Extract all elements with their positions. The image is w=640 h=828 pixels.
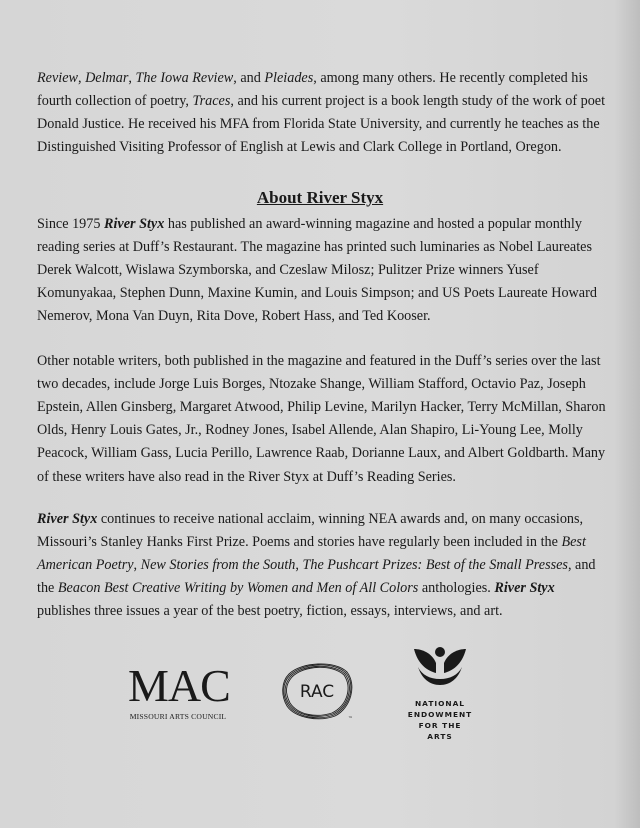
text-line <box>37 91 606 111</box>
text-line <box>37 237 592 257</box>
text-segment: Donald Justice. He received his MFA from Florida State University, and currently he teaches as the <box>37 116 600 133</box>
text-segment: , among many others. He recently completed his <box>313 70 588 86</box>
text-line <box>37 578 555 598</box>
nea-caption-3: FOR THE ARTS <box>418 721 462 741</box>
text-line <box>37 68 588 88</box>
text-segment: , and his current project is a book length study of the work of poet <box>230 93 606 110</box>
bold-italic-text: River Styx <box>494 580 555 597</box>
rac-logo <box>280 661 354 721</box>
italic-title: Delmar <box>85 70 129 86</box>
text-line <box>37 555 596 575</box>
text-segment: Nemerov, Mona Van Duyn, Rita Dove, Robert Hass, and Ted Kooser. <box>37 308 431 325</box>
text-line <box>37 443 606 463</box>
text-line <box>37 114 600 134</box>
text-line <box>37 374 586 394</box>
nea-caption-1: NATIONAL <box>414 699 466 708</box>
text-segment: Olds, Henry Louis Gates, Jr., Rodney Jones, Isabel Allende, Alan Shapiro, Li-Young Lee, Molly <box>37 422 583 439</box>
text-segment: anthologies. <box>418 580 495 597</box>
text-line <box>37 467 533 487</box>
italic-title: New Stories from the South <box>140 557 296 574</box>
text-segment: has published an award-winning magazine and hosted a popular monthly <box>164 216 582 232</box>
nea-logo <box>405 645 475 742</box>
text-line <box>37 306 533 326</box>
text-segment: Derek Walcott, Wislawa Szymborska, and Czeslaw Milosz; Pulitzer Prize winners Yusef <box>37 262 539 279</box>
nea-emblem-icon <box>412 645 468 687</box>
text-line <box>37 420 583 440</box>
text-segment: continues to receive national acclaim, winning NEA awards and, on many occasions, <box>97 511 584 527</box>
bold-italic-text: River Styx <box>37 511 98 527</box>
text-line <box>37 351 601 371</box>
text-segment: , and <box>233 70 265 86</box>
bold-italic-text: River Styx <box>104 216 165 232</box>
italic-title: Traces <box>192 93 231 110</box>
trademark-symbol: ™ <box>348 716 353 721</box>
italic-title: Pleiades <box>264 70 314 86</box>
text-segment: Komunyakaa, Stephen Dunn, Maxine Kumin, and Louis Simpson; and US Poets Laureate Howard <box>37 285 597 302</box>
text-segment: , <box>133 557 141 574</box>
text-segment: Distinguished Visiting Professor of English at Lewis and Clark College in Portland, Oregon. <box>37 139 562 156</box>
text-segment: Epstein, Allen Ginsberg, Margaret Atwood, Philip Levine, Marilyn Hacker, Terry McMillan, Sharon <box>37 399 606 416</box>
text-segment: Since 1975 <box>37 216 104 232</box>
text-segment: reading series at Duff’s Restaurant. The magazine has printed such luminaries as Nobel Laureates <box>37 239 592 256</box>
rac-logo-text: RAC <box>299 682 335 702</box>
text-segment: two decades, include Jorge Luis Borges, Ntozake Shange, William Stafford, Octavio Paz, Joseph <box>37 376 586 393</box>
text-segment: publishes three issues a year of the best poetry, fiction, essays, interviews, and art. <box>37 603 503 620</box>
mac-logo-caption: MISSOURI ARTS COUNCIL <box>129 712 227 721</box>
text-line <box>37 532 586 552</box>
text-line <box>37 137 562 157</box>
text-segment: the <box>37 580 58 597</box>
text-segment: Peacock, William Gass, Lucia Perillo, Lawrence Raab, Dorianne Laux, and Albert Goldbarth. Many <box>37 445 606 462</box>
mac-logo-letters: MAC <box>128 660 230 711</box>
text-line <box>37 601 533 621</box>
text-line <box>37 397 606 417</box>
text-segment: , <box>77 70 86 86</box>
text-segment: of these writers have also read in the River Styx at Duff’s Reading Series. <box>37 468 456 485</box>
italic-title: Review <box>37 70 78 86</box>
text-line <box>37 260 539 280</box>
missouri-arts-council-logo <box>128 660 228 722</box>
text-segment: , <box>128 70 136 86</box>
text-line <box>37 283 597 303</box>
text-line <box>37 214 582 234</box>
section-heading: About River Styx <box>256 188 384 207</box>
text-segment: Other notable writers, both published in the magazine and featured in the Duff’s series over the last <box>37 353 601 369</box>
italic-title: The Iowa Review <box>135 70 234 86</box>
text-segment: fourth collection of poetry, <box>37 93 193 110</box>
text-segment: , <box>295 557 303 574</box>
italic-title: American Poetry <box>37 557 134 574</box>
rac-ring-icon <box>280 661 354 721</box>
nea-caption-2: ENDOWMENT <box>407 710 473 719</box>
text-segment: Missouri’s Stanley Hanks First Prize. Poems and stories have regularly been included in the <box>37 534 562 551</box>
italic-title: Best <box>561 534 586 551</box>
text-segment: , and <box>567 557 596 574</box>
text-line <box>37 509 584 529</box>
italic-title: Beacon Best Creative Writing by Women and Men of All Colors <box>57 580 419 597</box>
italic-title: The Pushcart Prizes: Best of the Small Presses <box>302 557 568 574</box>
